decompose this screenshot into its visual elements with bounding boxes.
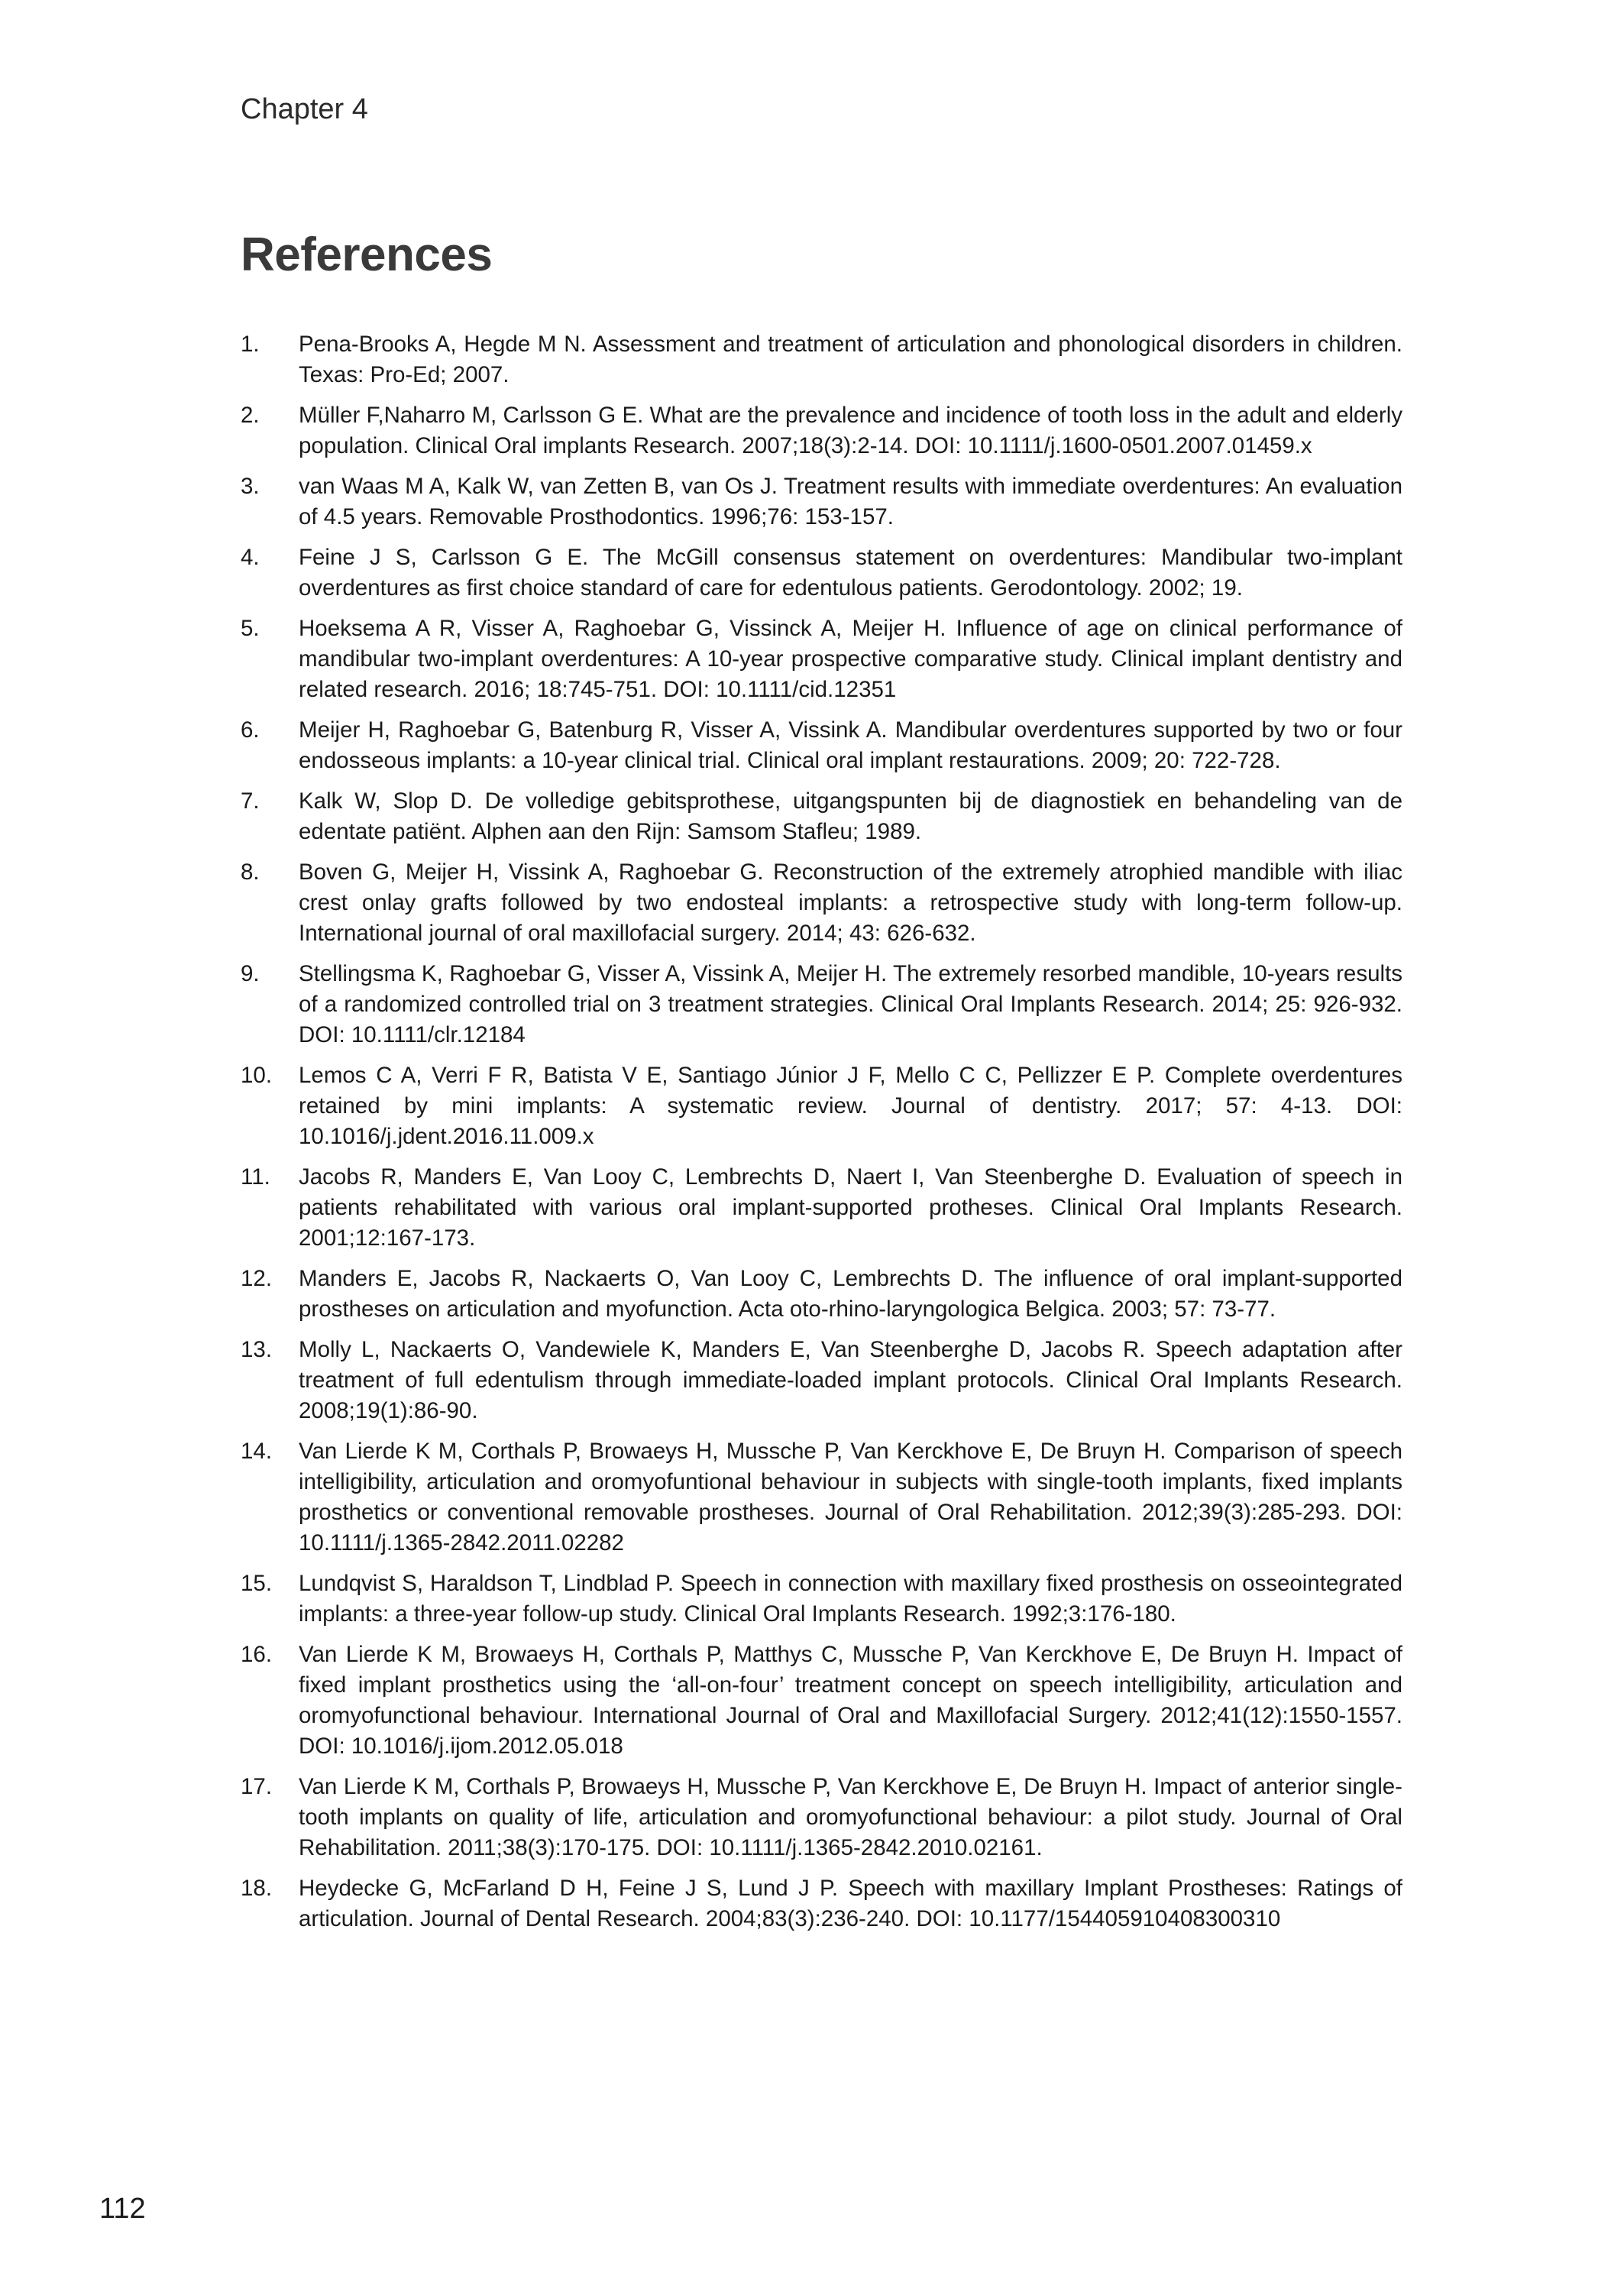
- reference-text: Boven G, Meijer H, Vissink A, Raghoebar G. Reconstruction of the extremely atrophied mandible with iliac crest onlay grafts followed by two endosteal implants: a retrospective study with long-term follow-up. International journal of oral maxillofacial surgery. 2014; 43: 626-632.: [299, 860, 1402, 946]
- reference-item: [241, 329, 1402, 390]
- reference-item: [241, 471, 1402, 533]
- reference-item: [241, 1264, 1402, 1325]
- reference-text: Müller F,Naharro M, Carlsson G E. What are the prevalence and incidence of tooth loss in the adult and elderly population. Clinical Oral implants Research. 2007;18(3):2-14. DOI: 10.1111/j.1600-0501.2007.01459.x: [299, 403, 1402, 458]
- reference-item: [241, 1436, 1402, 1559]
- reference-item: [241, 959, 1402, 1050]
- reference-text: Hoeksema A R, Visser A, Raghoebar G, Vissinck A, Meijer H. Influence of age on clinical performance of mandibular two-implant overdentures: A 10-year prospective comparative study. Clinical implant dentistry and related research. 2016; 18:745-751. DOI: 10.1111/cid.12351: [299, 616, 1402, 702]
- reference-number: 5.: [241, 616, 260, 641]
- running-head: Chapter 4: [241, 93, 368, 125]
- reference-text: Van Lierde K M, Corthals P, Browaeys H, Mussche P, Van Kerckhove E, De Bruyn H. Comparison of speech intelligibility, articulation and oromyofuntional behaviour in subjects with single-tooth implants, fixed implants prosthetics or conventional removable prostheses. Journal of Oral Rehabilitation. 2012;39(3):285-293. DOI: 10.1111/j.1365-2842.2011.02282: [299, 1439, 1402, 1556]
- reference-item: [241, 857, 1402, 949]
- reference-number: 4.: [241, 545, 260, 570]
- reference-item: [241, 400, 1402, 461]
- reference-text: Jacobs R, Manders E, Van Looy C, Lembrechts D, Naert I, Van Steenberghe D. Evaluation of speech in patients rehabilitated with various oral implant-supported protheses. Clinical Oral Implants Research. 2001;12:167-173.: [299, 1164, 1402, 1251]
- page-number: 112: [99, 2193, 146, 2225]
- reference-text: Meijer H, Raghoebar G, Batenburg R, Visser A, Vissink A. Mandibular overdentures supported by two or four endosseous implants: a 10-year clinical trial. Clinical oral implant restaurations. 2009; 20: 722-728.: [299, 717, 1402, 773]
- reference-text: Stellingsma K, Raghoebar G, Visser A, Vissink A, Meijer H. The extremely resorbed mandible, 10-years results of a randomized controlled trial on 3 treatment strategies. Clinical Oral Implants Research. 2014; 25: 926-932. DOI: 10.1111/clr.12184: [299, 961, 1402, 1047]
- reference-text: Molly L, Nackaerts O, Vandewiele K, Manders E, Van Steenberghe D, Jacobs R. Speech adaptation after treatment of full edentulism through immediate-loaded implant protocols. Clinical Oral Implants Research. 2008;19(1):86-90.: [299, 1337, 1402, 1423]
- reference-item: [241, 1640, 1402, 1762]
- reference-number: 16.: [241, 1642, 273, 1667]
- reference-number: 14.: [241, 1439, 273, 1464]
- reference-number: 11.: [241, 1164, 270, 1190]
- reference-number: 12.: [241, 1266, 273, 1291]
- reference-text: Van Lierde K M, Browaeys H, Corthals P, Matthys C, Mussche P, Van Kerckhove E, De Bruyn H. Impact of fixed implant prosthetics using the ‘all-on-four’ treatment concept on speech intelligibility, articulation and oromyofunctional behaviour. International Journal of Oral and Maxillofacial Surgery. 2012;41(12):1550-1557. DOI: 10.1016/j.ijom.2012.05.018: [299, 1642, 1402, 1759]
- reference-number: 15.: [241, 1571, 273, 1596]
- reference-item: [241, 1060, 1402, 1152]
- reference-text: Lundqvist S, Haraldson T, Lindblad P. Speech in connection with maxillary fixed prosthesis on osseointegrated implants: a three-year follow-up study. Clinical Oral Implants Research. 1992;3:176-180.: [299, 1571, 1402, 1627]
- reference-text: Pena-Brooks A, Hegde M N. Assessment and treatment of articulation and phonological disorders in children. Texas: Pro-Ed; 2007.: [299, 332, 1402, 387]
- reference-number: 18.: [241, 1876, 273, 1901]
- reference-list: [241, 329, 1402, 1944]
- reference-item: [241, 1568, 1402, 1630]
- reference-number: 10.: [241, 1063, 273, 1088]
- reference-number: 2.: [241, 403, 260, 428]
- reference-item: [241, 613, 1402, 705]
- reference-number: 7.: [241, 788, 260, 814]
- page-title: References: [241, 228, 493, 281]
- reference-text: Kalk W, Slop D. De volledige gebitsprothese, uitgangspunten bij de diagnostiek en behandeling van de edentate patiënt. Alphen aan den Rijn: Samsom Stafleu; 1989.: [299, 788, 1402, 844]
- reference-text: Feine J S, Carlsson G E. The McGill consensus statement on overdentures: Mandibular two-implant overdentures as first choice standard of care for edentulous patients. Gerodontology. 2002; 19.: [299, 545, 1402, 601]
- reference-number: 13.: [241, 1337, 273, 1362]
- reference-number: 8.: [241, 860, 260, 885]
- reference-text: Heydecke G, McFarland D H, Feine J S, Lund J P. Speech with maxillary Implant Prostheses: Ratings of articulation. Journal of Dental Research. 2004;83(3):236-240. DOI: 10.1177/154405910408300310: [299, 1876, 1402, 1931]
- reference-number: 1.: [241, 332, 260, 357]
- reference-number: 17.: [241, 1774, 273, 1799]
- reference-item: [241, 1772, 1402, 1863]
- reference-item: [241, 715, 1402, 776]
- reference-item: [241, 1873, 1402, 1934]
- reference-number: 3.: [241, 474, 260, 499]
- reference-item: [241, 1162, 1402, 1254]
- reference-text: Van Lierde K M, Corthals P, Browaeys H, Mussche P, Van Kerckhove E, De Bruyn H. Impact of anterior single-tooth implants on quality of life, articulation and oromyofunctional behaviour: a pilot study. Journal of Oral Rehabilitation. 2011;38(3):170-175. DOI: 10.1111/j.1365-2842.2010.02161.: [299, 1774, 1402, 1860]
- reference-number: 6.: [241, 717, 260, 743]
- reference-item: [241, 542, 1402, 604]
- reference-item: [241, 1335, 1402, 1426]
- reference-text: Manders E, Jacobs R, Nackaerts O, Van Looy C, Lembrechts D. The influence of oral implant-supported prostheses on articulation and myofunction. Acta oto-rhino-laryngologica Belgica. 2003; 57: 73-77.: [299, 1266, 1402, 1322]
- reference-item: [241, 786, 1402, 847]
- reference-text: Lemos C A, Verri F R, Batista V E, Santiago Júnior J F, Mello C C, Pellizzer E P. Complete overdentures retained by mini implants: A systematic review. Journal of dentistry. 2017; 57: 4-13. DOI: 10.1016/j.jdent.2016.11.009.x: [299, 1063, 1402, 1149]
- reference-number: 9.: [241, 961, 260, 986]
- reference-text: van Waas M A, Kalk W, van Zetten B, van Os J. Treatment results with immediate overdentures: An evaluation of 4.5 years. Removable Prosthodontics. 1996;76: 153-157.: [299, 474, 1402, 529]
